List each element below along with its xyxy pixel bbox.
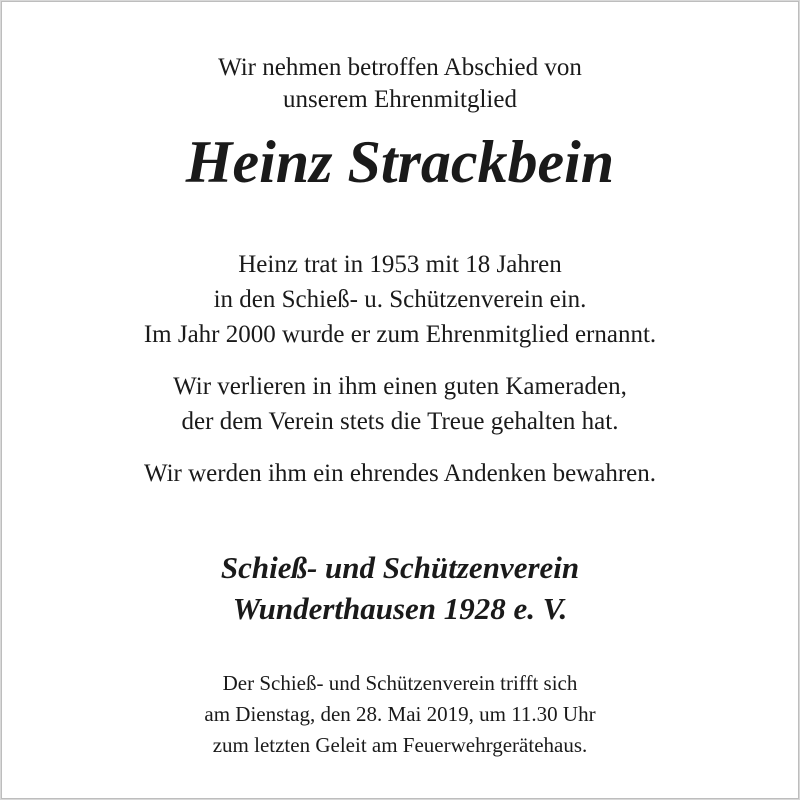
- intro-line-1: Wir nehmen betroffen Abschied von: [218, 54, 582, 81]
- funeral-info-line-1: Der Schieß- und Schützenverein trifft sich: [222, 671, 578, 695]
- organization-line-1: Schieß- und Schützenverein: [220, 550, 580, 585]
- paragraph3: Wir werden ihm ein ehrendes Andenken bewahren.: [144, 460, 656, 487]
- paragraph2-line-1: Wir verlieren in ihm einen guten Kameraden,: [173, 373, 627, 400]
- organization-line-2: Wunderthausen 1928 e. V.: [232, 591, 568, 626]
- deceased-name: Heinz Strackbein: [185, 129, 615, 195]
- paragraph1-line-3: Im Jahr 2000 wurde er zum Ehrenmitglied ernannt.: [143, 321, 657, 348]
- funeral-info-line-3: zum letzten Geleit am Feuerwehrgerätehaus.: [212, 733, 588, 757]
- intro-line-2: unserem Ehrenmitglied: [283, 86, 517, 113]
- paragraph2-line-2: der dem Verein stets die Treue gehalten hat.: [181, 408, 619, 435]
- paragraph1-line-2: in den Schieß- u. Schützenverein ein.: [213, 286, 587, 313]
- obituary-notice: [1, 1, 799, 799]
- funeral-info-line-2: am Dienstag, den 28. Mai 2019, um 11.30 Uhr: [204, 702, 596, 726]
- paragraph1-line-1: Heinz trat in 1953 mit 18 Jahren: [238, 251, 562, 278]
